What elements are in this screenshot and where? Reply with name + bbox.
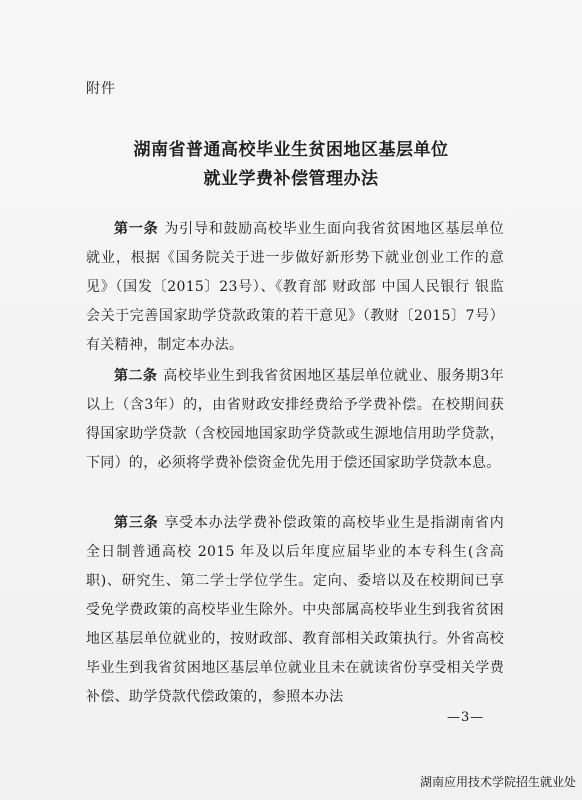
article-2 [86,362,504,478]
article-2-text: 高校毕业生到我省贫困地区基层单位就业、服务期3年以上（含3年）的，由省财政安排经费给予学费补偿。在校期间获得国家助学贷款（含校园地国家助学贷款或生源地信用助学贷款，下同）的，必须将学费补偿资金优先用于偿还国家助学贷款本息。 [86,368,504,471]
article-3-text: 享受本办法学费补偿政策的高校毕业生是指湖南省内全日制普通高校 2015 年及以后年度应届毕业的本专科生(含高职)、研究生、第二学士学位学生。定向、委培以及在校期间已享受免学费政策的高校毕业生除外。中央部属高校毕业生到我省贫困地区基层单位就业的，按财政部、教育部相关政策执行。外省高校毕业生到我省贫困地区基层单位就业且未在就读省份享受相关学费补偿、助学贷款代偿政策的，参照本办法 [86,515,504,705]
article-3-heading: 第三条 [114,515,159,531]
attachment-label: 附件 [86,81,116,97]
article-2-heading: 第二条 [114,368,158,384]
article-1-text: 为引导和鼓励高校毕业生面向我省贫困地区基层单位就业，根据《国务院关于进一步做好新形势下就业创业工作的意见》（国发〔2015〕23号）、《教育部 财政部 中国人民银行 银监会关于完善国家助学贷款政策的若干意见》（教财〔2015〕7号）有关精神，制定本办法。 [86,221,504,353]
article-1 [86,215,504,360]
footer-watermark: 湖南应用技术学院招生就业处 [419,775,576,789]
article-3 [86,509,504,712]
document-title-line-2: 就业学费补偿管理办法 [203,169,379,189]
document-title-line-1: 湖南省普通高校毕业生贫困地区基层单位 [133,140,449,160]
article-1-heading: 第一条 [114,221,159,237]
page-number: —3— [447,710,485,725]
